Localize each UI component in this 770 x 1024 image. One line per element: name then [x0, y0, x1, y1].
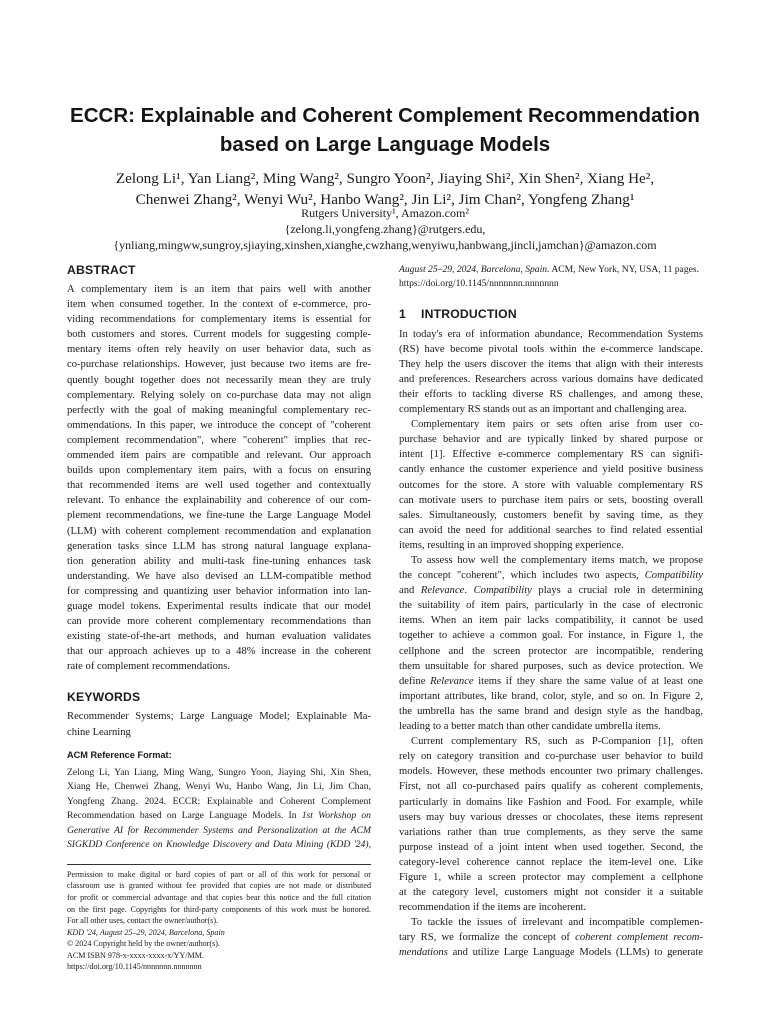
section-title: INTRODUCTION: [421, 306, 517, 321]
paragraph-line: category-level coherence cannot replace the item-level one. Like: [399, 856, 703, 868]
affiliation-line: Rutgers University¹, Amazon.com²: [301, 206, 469, 220]
paragraph-line: (LLM) with coherent complement recommendation and explanation: [67, 525, 371, 537]
intro-paragraph: [399, 734, 703, 915]
paragraph-line: First, not all co-purchased pairs qualify as coherent complements,: [399, 781, 703, 793]
reference-venue: 1st Workshop on: [301, 810, 371, 822]
paragraph-line: intent [1]. Effective e-commerce complementary RS can signifi-: [399, 449, 703, 461]
paragraph-line: [399, 568, 703, 583]
paragraph-line: understanding. We have also devised an LLM-compatible method: [67, 570, 371, 582]
paragraph-line: complementary RS stands out as an important and challenging area.: [399, 404, 687, 416]
text-run: define: [399, 675, 431, 687]
paragraph-line: can motivate users to purchase item pairs or sets, boosting overall: [399, 494, 703, 506]
paragraph-line: can provide more coherent complementary recommendations than: [67, 616, 371, 628]
paragraph-line: tion generation ability and multi-task fine-tuning enhances task: [67, 555, 371, 567]
paragraph-line: purpose instead of a joint intent when used together. Second, the: [399, 841, 703, 853]
paragraph-line: perfectly with the goal of making meaningful complementary rec-: [67, 404, 371, 416]
text-run: items if they share the same value of at least one: [473, 675, 703, 687]
affiliations: [30, 205, 740, 253]
paragraph-line: relevant. To enhance the explainability and coherence of our com-: [67, 495, 371, 507]
paragraph-line: their efforts to tackling diverse RS challenges, and among these,: [399, 388, 703, 400]
paragraph-line: items, resulting in an improved shopping experience.: [399, 539, 624, 551]
reference-text: ACM, New York, NY, USA, 11 pages.: [549, 264, 700, 275]
acm-reference-text: [67, 766, 371, 853]
keywords-heading: KEYWORDS: [67, 690, 141, 705]
paragraph-line: ommendations. In this paper, we introduce the concept of "coherent: [67, 419, 371, 431]
paragraph-line: rate of complement recommendations.: [67, 661, 230, 673]
paragraph-line: They help the users discover the items that align with their interests: [399, 358, 703, 370]
paragraph-line: for profit or commercial advantage and that copies bear this notice and the full citation: [67, 892, 371, 902]
paragraph-line: that recommended items are well used together and contextually: [67, 480, 371, 492]
paragraph-line: particularly in domains like Fashion and Food. For example, while: [399, 796, 703, 808]
paragraph-line: variations rather than true complements, as they serve the same: [399, 826, 703, 838]
text-run: the concept "coherent", which includes two aspects,: [399, 570, 645, 582]
paragraph-line: for compressing and quantizing user behavior information into lan-: [67, 585, 371, 597]
paragraph-line: co-purchase relationships. However, just because two items are fre-: [67, 359, 371, 371]
author-list: [30, 168, 740, 210]
reference-line: SIGKDD Conference on Knowledge Discovery and Data Mining (KDD '24),: [67, 839, 371, 851]
emphasis: Compatibility: [473, 585, 532, 597]
right-column: [399, 263, 703, 961]
paragraph-line: classroom use is granted without fee provided that copies are not made or distributed: [67, 881, 371, 891]
author-line: Zelong Li¹, Yan Liang², Ming Wang², Sungro Yoon², Jiaying Shi², Xin Shen², Xiang He²,: [115, 170, 655, 187]
paragraph-line: In today's era of information abundance, Recommendation Systems: [399, 328, 703, 340]
paragraph-block: [399, 689, 703, 734]
paragraph-line: chine Learning: [67, 726, 131, 738]
paper-title: [40, 101, 730, 159]
paragraph-line: leading to a better match than other candidate umbrella items.: [399, 721, 661, 733]
reference-text: Recommendation based on Large Language Models. In: [67, 810, 302, 822]
paragraph-line: For all other uses, contact the owner/author(s).: [67, 916, 219, 926]
keywords-body: [67, 709, 371, 739]
paragraph-line: existing state-of-the-art methods, and human evaluation validates: [67, 631, 371, 643]
abstract-heading: ABSTRACT: [67, 263, 136, 277]
paragraph-line: and preferences. Researchers across various domains have dedicated: [399, 373, 703, 385]
paragraph-line: models. However, these methods encounter two primary challenges.: [399, 766, 703, 778]
author-line: Chenwei Zhang², Wenyi Wu², Hanbo Wang², Jin Li², Jim Chan², Yongfeng Zhang¹: [135, 191, 635, 208]
text-run: .: [464, 585, 474, 597]
left-column: [67, 262, 371, 973]
emphasis: mendations: [399, 947, 448, 959]
paragraph-line: quently bought together does not necessarily mean they are truly: [67, 374, 371, 386]
paragraph-line: ommended item pairs are compatible and relevant. Our approach: [67, 450, 371, 462]
section-number: 1: [399, 306, 406, 321]
paragraph-line: To assess how well the complementary items match, we propose: [411, 555, 703, 566]
paragraph-line: purchase behavior and are typically linked by shared purpose or: [399, 434, 703, 446]
intro-paragraph: [399, 553, 703, 734]
paragraph-line: Complementary item pairs or sets often arise from user co-: [411, 419, 703, 431]
paragraph-line: mentary items often rely heavily on user behavior data, such as: [67, 344, 371, 356]
paragraph-line: [399, 930, 703, 945]
title-line: based on Large Language Models: [219, 133, 551, 156]
paragraph-line: (RS) have become pivotal tools within the e-commerce landscape.: [399, 343, 703, 355]
text-run: tary RS, we formalize the concept of: [399, 932, 576, 944]
affiliation-line: {ynliang,mingww,sungroy,sjiaying,xinshen,xianghe,cwzhang,wenyiwu,hanbwang,jincli,jamchan}@amazon.com: [113, 238, 657, 252]
paragraph-line: guage model tokens. Experimental results indicate that our model: [67, 600, 371, 612]
permission-notice: [67, 869, 371, 973]
introduction-heading: [399, 306, 703, 322]
paragraph-line: recommendation if the items are incoherent.: [399, 902, 587, 914]
paragraph-line: [399, 674, 703, 689]
title-line: ECCR: Explainable and Coherent Complement Recommendation: [70, 104, 700, 127]
copyright-line: © 2024 Copyright held by the owner/author(s).: [67, 939, 220, 949]
paragraph-line: both customers and stores. Current models for suggesting comple-: [67, 329, 371, 341]
isbn-line: ACM ISBN 978-x-xxxx-xxxx-x/YY/MM.: [67, 950, 204, 960]
paragraph-line: Recommender Systems; Large Language Model; Explainable Ma-: [67, 711, 371, 723]
paragraph-line: important attributes, like brand, color, style, and so on. In Figure 2,: [399, 690, 703, 702]
paragraph-line: viding recommendations for complementary items is essential for: [67, 314, 371, 326]
paragraph-line: the umbrella has the same brand and design style as the handbag,: [399, 705, 703, 717]
emphasis: Relevance: [430, 675, 474, 687]
paragraph-line: cellphone and the screen protector are incompatible, rendering: [399, 645, 703, 657]
paragraph-line: at the category level, customers might not consider it a suitable: [399, 887, 703, 899]
paragraph-line: can avoid the need for additional searches to find related essential: [399, 524, 703, 536]
paragraph-line: Current complementary RS, such as P-Companion [1], often: [411, 736, 703, 748]
footnote-rule: [67, 864, 371, 865]
paragraph-line: builds upon complementary item pairs, with a focus on ensuring: [67, 465, 371, 477]
abstract-body: [67, 282, 371, 674]
reference-line: [399, 263, 703, 277]
paragraph-line: generation tasks since LLM has strong natural language explana-: [67, 540, 371, 552]
emphasis: Relevance: [420, 585, 465, 597]
reference-venue: August 25–29, 2024, Barcelona, Spain.: [399, 264, 550, 275]
text-run: and: [399, 585, 421, 597]
paragraph-line: Figure 1, while a screen protector may complement a cellphone: [399, 871, 703, 883]
permission-body: [67, 869, 371, 927]
paragraph-line: them unsuitable for shared purposes, such as device protection. We: [399, 660, 703, 672]
intro-paragraph: [399, 915, 703, 960]
reference-line: [67, 809, 371, 824]
text-run: and utilize Large Language Models (LLMs) to generate: [447, 947, 703, 959]
paragraph-line: item when consumed together. In the context of e-commerce, pro-: [67, 299, 371, 311]
paragraph-block: [399, 598, 703, 673]
paragraph-line: [399, 945, 703, 960]
paragraph-line: outcomes for the store. A store with valuable complementary RS: [399, 479, 703, 491]
paragraph-line: together to achieve a common goal. For instance, in Figure 1, the: [399, 630, 703, 642]
paragraph-line: To tackle the issues of irrelevant and incompatible complemen-: [411, 917, 703, 929]
text-run: plays a crucial role in determining: [531, 585, 704, 597]
paragraph-line: Permission to make digital or hard copies of part or all of this work for personal or: [67, 869, 371, 879]
paragraph-line: [399, 583, 703, 598]
paragraph-line: users may buy various dresses or chocolates, these items represent: [399, 811, 703, 823]
reference-line: Generative AI for Recommender Systems and Personalization at the ACM: [67, 824, 371, 836]
paragraph-line: items. When an item pair lacks compatibility, it cannot be used: [399, 615, 703, 627]
intro-paragraph: [399, 327, 703, 418]
paragraph-line: that our approach achieves up to a 48% increase in the coherent: [67, 646, 371, 658]
paragraph-line: cantly enhance the customer experience and yield positive business: [399, 464, 703, 476]
paragraph-line: plement recommendations, we fine-tune the Large Language Model: [67, 510, 371, 522]
paragraph-line: the suitability of item pairs, particularly in the case of electronic: [399, 600, 703, 612]
acm-reference-heading: ACM Reference Format:: [67, 749, 172, 760]
paragraph-line: complement recommendation", where "coherent" implies that rec-: [67, 434, 371, 446]
venue-line: KDD '24, August 25–29, 2024, Barcelona, Spain: [67, 927, 225, 937]
intro-paragraph: [399, 417, 703, 553]
paragraph-line: sales. Simultaneously, customers benefit by saving time, as they: [399, 509, 703, 521]
emphasis: coherent complement recom-: [575, 932, 703, 944]
affiliation-line: {zelong.li,yongfeng.zhang}@rutgers.edu,: [284, 222, 486, 236]
paragraph-line: A complementary item is an item that pairs well with another: [67, 284, 371, 295]
reference-line: Zelong Li, Yan Liang, Ming Wang, Sungro Yoon, Jiaying Shi, Xin Shen,: [67, 766, 371, 778]
paragraph-line: on the first page. Copyrights for third-party components of this work must be honored.: [67, 904, 371, 914]
paragraph-line: rely on category transition and co-purchase user behavior to build: [399, 751, 703, 763]
doi-line: https://doi.org/10.1145/nnnnnnn.nnnnnnn: [67, 962, 202, 972]
reference-doi: https://doi.org/10.1145/nnnnnnn.nnnnnnn: [399, 278, 559, 290]
reference-line: Yongfeng Zhang. 2024. ECCR: Explainable and Coherent Complement: [67, 795, 371, 807]
emphasis: Compatibility: [644, 570, 703, 582]
reference-continuation: [399, 263, 703, 292]
reference-line: Xiang He, Chenwei Zhang, Wenyi Wu, Hanbo Wang, Jin Li, Jim Chan,: [67, 781, 371, 793]
paragraph-line: complementary. Relying solely on co-purchase data may not align: [67, 389, 371, 401]
